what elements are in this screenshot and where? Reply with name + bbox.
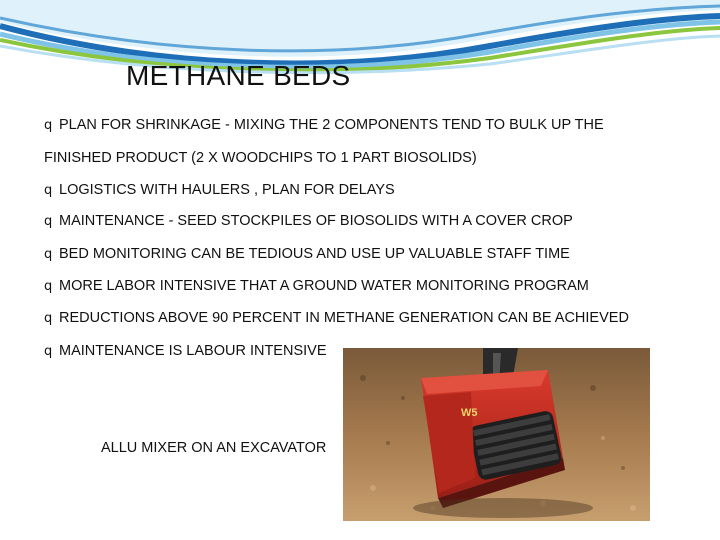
slide-title: METHANE BEDS [126,60,351,91]
bullet-continuation [44,149,477,167]
bullet-marker-icon: q [44,183,53,198]
header-swoosh-decoration [0,0,720,80]
bullet-marker-icon: q [44,247,53,262]
bullet-text: BED MONITORING CAN BE TEDIOUS AND USE UP VALUABLE STAFF TIME [59,246,570,262]
bullet-text: LOGISTICS WITH HAULERS , PLAN FOR DELAYS [59,182,395,198]
bullet-text: FINISHED PRODUCT (2 X WOODCHIPS TO 1 PART BIOSOLIDS) [44,150,477,166]
bullet-text: MAINTENANCE IS LABOUR INTENSIVE [59,343,327,359]
mixer-photo [343,348,650,521]
bullet-marker-icon: q [44,118,53,133]
bullet-item [44,342,327,361]
bullet-marker-icon: q [44,279,53,294]
bullet-item [44,309,629,328]
bullet-item [44,181,395,200]
bullet-text: MORE LABOR INTENSIVE THAT A GROUND WATER MONITORING PROGRAM [59,278,589,294]
photo-caption: ALLU MIXER ON AN EXCAVATOR [101,440,327,456]
bullet-item [44,116,604,135]
bullet-text: MAINTENANCE - SEED STOCKPILES OF BIOSOLIDS WITH A COVER CROP [59,213,573,229]
bullet-marker-icon: q [44,344,53,359]
bullet-item [44,277,589,296]
bullet-item [44,245,570,264]
bullet-item [44,212,573,231]
bullet-marker-icon: q [44,214,53,229]
bullet-marker-icon: q [44,311,53,326]
bullet-text: REDUCTIONS ABOVE 90 PERCENT IN METHANE GENERATION CAN BE ACHIEVED [59,310,629,326]
bullet-text: PLAN FOR SHRINKAGE - MIXING THE 2 COMPONENTS TEND TO BULK UP THE [59,117,604,133]
mixer-brand-label: W5 [461,407,478,419]
